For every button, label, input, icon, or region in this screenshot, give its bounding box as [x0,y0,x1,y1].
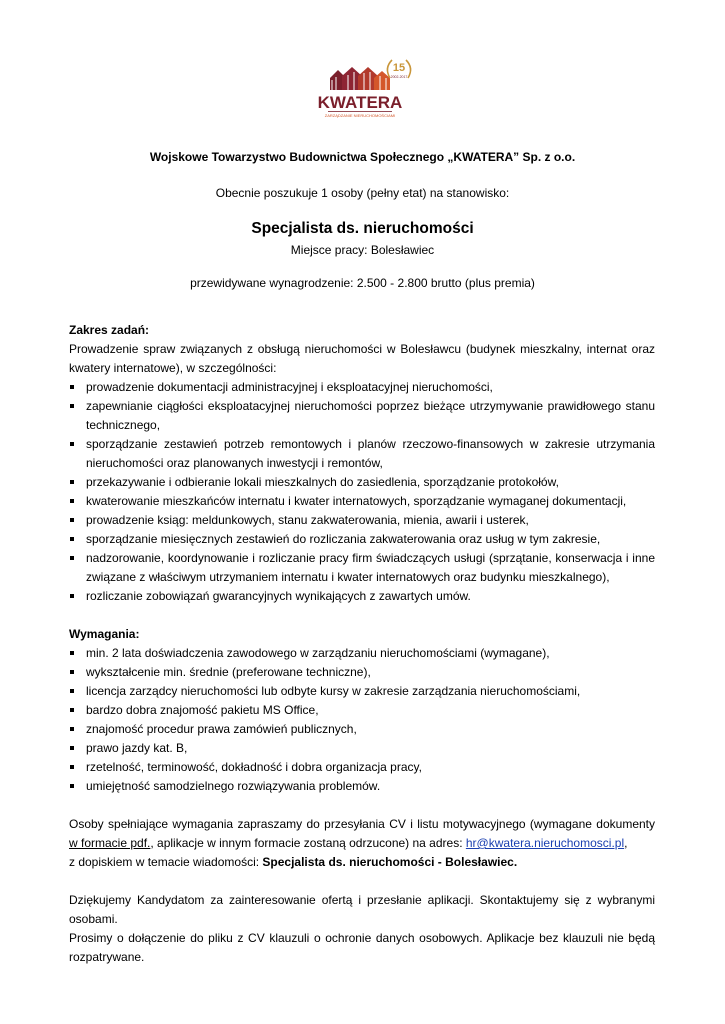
list-item: min. 2 lata doświadczenia zawodowego w zarządzaniu nieruchomościami (wymagane), [69,644,655,663]
kwatera-logo [308,56,418,126]
tasks-intro: Prowadzenie spraw związanych z obsługą nieruchomości w Bolesławcu (budynek mieszkalny, internat oraz kwatery internatowe), w szczególności: [69,342,655,375]
tasks-list [69,378,655,606]
tasks-heading: Zakres zadań: [69,323,150,337]
list-item: bardzo dobra znajomość pakietu MS Office, [69,701,655,720]
list-item: sporządzanie zestawień potrzeb remontowych i planów rzeczowo-finansowych w zakresie utrzymania nieruchomości oraz planowanych inwestycji i remontów, [69,435,655,473]
company-name: Wojskowe Towarzystwo Budownictwa Społecznego „KWATERA” Sp. z o.o. [149,150,576,164]
requirements-list [69,644,655,796]
list-item: zapewnianie ciągłości eksploatacyjnej nieruchomości poprzez bieżące utrzymywanie prawidłowego stanu technicznego, [69,397,655,435]
email-subject: Specjalista ds. nieruchomości - Bolesławiec. [262,855,518,869]
apply-subject: z dopiskiem w temacie wiadomości: Specjalista ds. nieruchomości - Bolesławiec. [69,855,518,869]
list-item: przekazywanie i odbieranie lokali mieszkalnych do zasiedlenia, sporządzanie protokołów, [69,473,655,492]
list-item: znajomość procedur prawa zamówień publicznych, [69,720,655,739]
pdf-format-note: w formacie pdf. [69,836,151,850]
logo-tagline: ZARZĄDZANIE NIERUCHOMOŚCIAMI [324,113,396,118]
list-item: umiejętność samodzielnego rozwiązywania problemów. [69,777,655,796]
search-intro: Obecnie poszukuje 1 osoby (pełny etat) na stanowisko: [215,186,510,200]
list-item: licencja zarządcy nieruchomości lub odbyte kursy w zakresie zarządzania nieruchomościami, [69,682,655,701]
roof-icon [330,67,390,90]
list-item: kwaterowanie mieszkańców internatu i kwater internatowych, sporządzanie wymaganej dokumentacji, [69,492,655,511]
offer-body [69,321,655,967]
logo-wordmark: KWATERA [317,93,403,112]
list-item: rzetelność, terminowość, dokładność i dobra organizacja pracy, [69,758,655,777]
list-item: nadzorowanie, koordynowanie i rozliczanie pracy firm świadczących usługi (sprzątanie, konserwacja i inne związane z właściwym utrzymaniem internatu i kwater internatowych oraz budynku mieszkalnego), [69,549,655,587]
anniversary-number: 15 [392,62,406,74]
email-link[interactable]: hr@kwatera.nieruchomosci.pl [465,836,625,850]
job-title: Specjalista ds. nieruchomości [251,220,474,237]
salary: przewidywane wynagrodzenie: 2.500 - 2.800 brutto (plus premia) [190,276,535,290]
list-item: sporządzanie miesięcznych zestawień do rozliczania zakwaterowania oraz usług w tym zakresie, [69,530,655,549]
privacy-clause-note: Prosimy o dołączenie do pliku z CV klauzuli o ochronie danych osobowych. Aplikacje bez klauzuli nie będą rozpatrywane. [69,931,655,964]
list-item: prowadzenie dokumentacji administracyjnej i eksploatacyjnej nieruchomości, [69,378,655,397]
requirements-heading: Wymagania: [69,627,140,641]
anniversary-years: 2002-2017 [390,75,408,79]
thanks-note: Dziękujemy Kandydatom za zainteresowanie ofertą i przesłanie aplikacji. Skontaktujemy się z wybranymi osobami. [69,893,655,926]
work-location: Miejsce pracy: Bolesławiec [290,243,435,257]
apply-instructions: Osoby spełniające wymagania zapraszamy do przesyłania CV i listu motywacyjnego (wymagane dokumenty w formacie pdf., aplikacje w innym formacie zostaną odrzucone) na adres: hr@kwatera.nieruchomosci.pl, [69,817,655,850]
anniversary-badge-icon [387,60,410,79]
list-item: prowadzenie ksiąg: meldunkowych, stanu zakwaterowania, mienia, awarii i usterek, [69,511,655,530]
list-item: wykształcenie min. średnie (preferowane techniczne), [69,663,655,682]
list-item: rozliczanie zobowiązań gwarancyjnych wynikających z zawartych umów. [69,587,655,606]
list-item: prawo jazdy kat. B, [69,739,655,758]
